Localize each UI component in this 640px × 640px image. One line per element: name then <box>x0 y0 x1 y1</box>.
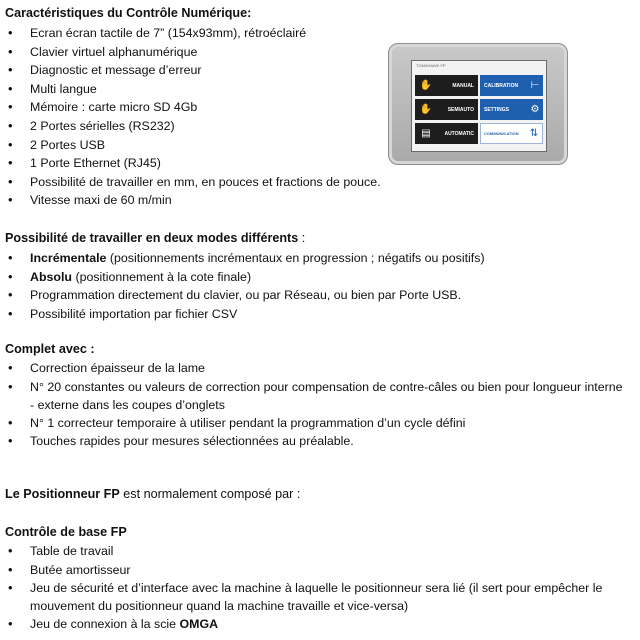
list-item: • 1 Porte Ethernet (RJ45) <box>0 154 381 173</box>
modes-list <box>0 249 485 323</box>
list-item: • Incrémentale (positionnements incrémentaux en progression ; négatifs ou positifs) <box>0 249 485 268</box>
list-item: • Multi langue <box>0 80 381 99</box>
tile-calibration: CALIBRATION ⊢ <box>480 75 543 96</box>
gear-icon: ⚙ <box>530 104 540 115</box>
list-item: • Jeu de sécurité et d’interface avec la machine à laquelle le positionneur sera lié (il sert pour empêcher le mouvement du positionneur quand la machine travaille et vice-versa) <box>0 579 630 615</box>
list-item: • Table de travail <box>0 542 630 561</box>
list-item: • Possibilité importation par fichier CSV <box>0 305 485 324</box>
list-item: • Mémoire : carte micro SD 4Gb <box>0 98 381 117</box>
list-item: • N° 1 correcteur temporaire à utiliser pendant la programmation d’un cycle défini <box>0 414 630 433</box>
tile-settings: SETTINGS ⚙ <box>480 99 543 120</box>
section-heading-characteristics: Caractéristiques du Contrôle Numérique: <box>5 6 252 20</box>
complete-list <box>0 359 630 451</box>
tile-automatic: ▤ AUTOMATIC <box>415 123 478 144</box>
positioner-intro: Le Positionneur FP est normalement composé par : <box>5 487 301 501</box>
list-item: • Ecran écran tactile de 7” (154x93mm), rétroéclairé <box>0 24 381 43</box>
screen-title: TOMAHAWK FP <box>416 63 446 68</box>
basic-control-list <box>0 542 630 634</box>
list-item: • Vitesse maxi de 60 m/min <box>0 191 381 210</box>
list-item: • Correction épaisseur de la lame <box>0 359 630 378</box>
list-item: • Programmation directement du clavier, ou par Réseau, ou bien par Porte USB. <box>0 286 485 305</box>
list-item: • 2 Portes USB <box>0 136 381 155</box>
section-heading-basic-control: Contrôle de base FP <box>5 525 127 539</box>
control-panel-image <box>388 43 568 165</box>
caliper-icon: ⊢ <box>530 80 540 91</box>
program-icon: ▤ <box>421 128 431 139</box>
list-item: • Diagnostic et message d’erreur <box>0 61 381 80</box>
tile-manual: ✋ MANUAL <box>415 75 478 96</box>
hand-icon: ✋ <box>419 80 433 91</box>
list-item: • Possibilité de travailler en mm, en pouces et fractions de pouce. <box>0 173 381 192</box>
section-heading-modes: Possibilité de travailler en deux modes différents : <box>5 231 306 245</box>
list-item: • Touches rapides pour mesures sélectionnées au préalable. <box>0 432 630 451</box>
list-item: • Clavier virtuel alphanumérique <box>0 43 381 62</box>
touchscreen <box>411 60 547 152</box>
list-item: • Jeu de connexion à la scie OMGA <box>0 615 630 634</box>
network-icon: ⇅ <box>529 128 539 139</box>
list-item: • N° 20 constantes ou valeurs de correction pour compensation de contre-câles ou bien pour longueur interne - externe dans les coupes d’onglets <box>0 378 630 414</box>
list-item: • 2 Portes sérielles (RS232) <box>0 117 381 136</box>
list-item: • Absolu (positionnement à la cote finale) <box>0 268 485 287</box>
section-heading-complete: Complet avec : <box>5 342 95 356</box>
hand-icon: ✋ <box>419 104 433 115</box>
characteristics-list <box>0 24 381 210</box>
list-item: • Butée amortisseur <box>0 561 630 580</box>
tile-communication: COMMUNICATION ⇅ <box>480 123 543 144</box>
tile-semiauto: ✋ SEMIAUTO <box>415 99 478 120</box>
